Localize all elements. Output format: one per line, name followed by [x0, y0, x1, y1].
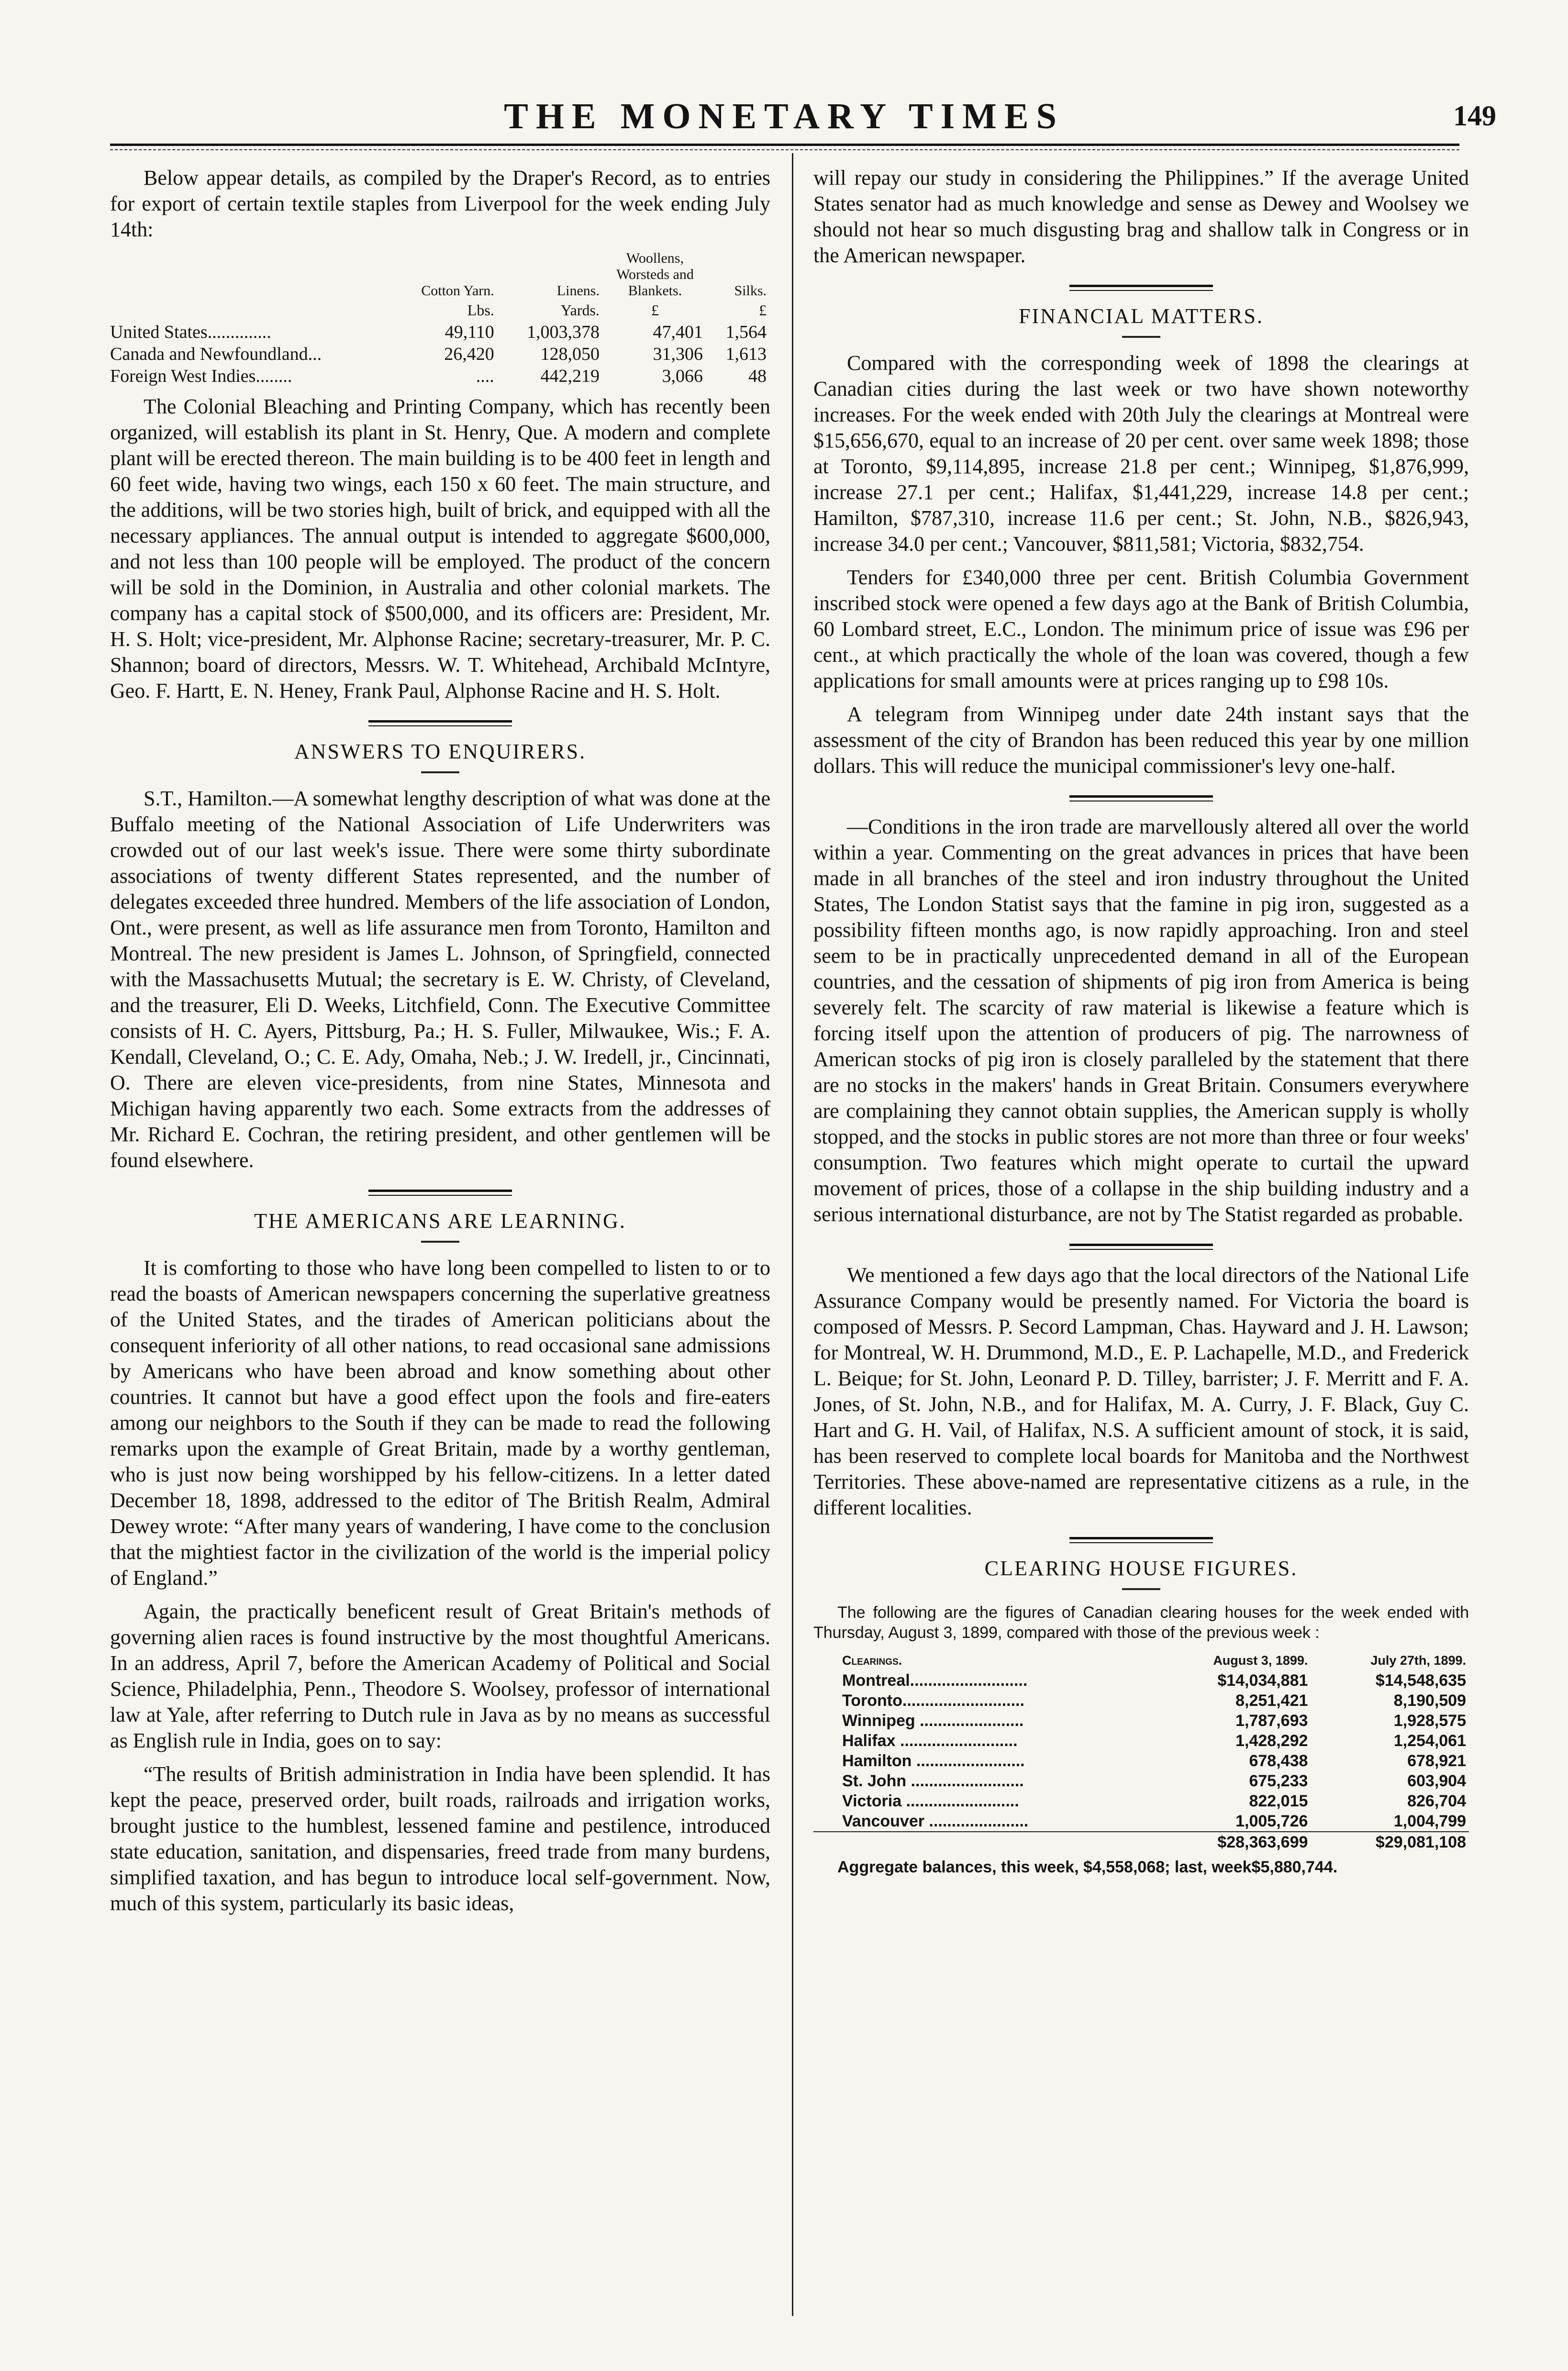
clearing-value: 822,015: [1249, 1792, 1308, 1810]
americans-paragraph-3: “The results of British administration in India have been splendid. It has kept the peace, preserved order, built roads, railroads and irrigation works, brought justice to the humblest, lessened famine and pestilence, introduced state education, sanitation, and dispensaries, freed trade from many burdens, simplified taxation, and has begun to introduce local self-government. Now, much of this system, particularly its basic ideas,: [110, 1762, 770, 1915]
export-header: Woollens, Worsteds and Blankets.: [616, 250, 694, 299]
export-cell: 48: [748, 366, 767, 386]
table-row: [813, 1731, 1469, 1751]
export-cell: 26,420: [444, 344, 494, 364]
export-cell: 31,306: [653, 344, 703, 364]
clearing-total-label: [813, 1832, 1154, 1852]
clearing-value: 8,251,421: [1235, 1692, 1308, 1710]
clearing-header: Clearings.: [842, 1653, 902, 1668]
table-row: [813, 1791, 1469, 1811]
export-units-label: [110, 299, 392, 321]
table-row: [813, 1670, 1469, 1691]
heading-dash: [421, 1241, 459, 1243]
export-unit: Lbs.: [467, 301, 494, 319]
clearing-value: 1,005,726: [1235, 1812, 1308, 1830]
clearing-city: St. John .........................: [842, 1772, 1024, 1790]
publication-title: THE MONETARY TIMES: [504, 96, 1064, 136]
colonial-bleaching-paragraph: The Colonial Bleaching and Printing Company, which has recently been organized, will establish its plant in St. Henry, Que. A modern and complete plant will be erected thereon. The main building is to be 400 feet in length and 60 feet wide, having two wings, each 150 x 60 feet. The main structure, and the additions, will be two stories high, built of brick, and equipped with all the necessary appliances. The annual output is intended to aggregate $600,000, and not less than 100 people will be employed. The product of the concern will be sold in the Dominion, in Australia and other colonial markets. The company has a capital stock of $500,000, and its officers are: President, Mr. H. S. Holt; vice-president, Mr. Alphonse Racine; secretary-treasurer, Mr. P. C. Shannon; board of directors, Messrs. W. T. Whitehead, Archibald McIntyre, Geo. F. Hartt, E. N. Heney, Frank Paul, Alphonse Racine and H. S. Holt.: [110, 395, 770, 702]
clearing-totals-row: [813, 1832, 1469, 1852]
export-cell: 49,110: [445, 322, 494, 342]
table-row: [110, 343, 770, 365]
export-row-label: Canada and Newfoundland...: [110, 344, 322, 364]
export-header-label: [110, 250, 392, 299]
right-column: [813, 165, 1469, 1880]
aggregate-balances: Aggregate balances, this week, $4,558,068; last, week$5,880,744.: [837, 1858, 1338, 1876]
table-row: [813, 1811, 1469, 1832]
section-ornament: [368, 720, 512, 726]
clearing-value: 1,787,693: [1235, 1712, 1308, 1730]
clearing-header: August 3, 1899.: [1213, 1653, 1308, 1668]
clearing-intro: The following are the figures of Canadian clearing houses for the week ended with Thursday, August 3, 1899, compared with those of the previous week :: [813, 1603, 1469, 1642]
heading-dash: [1122, 336, 1160, 338]
financial-heading: FINANCIAL MATTERS.: [1019, 304, 1264, 328]
clearing-value: 1,928,575: [1393, 1712, 1466, 1730]
financial-paragraph-3: A telegram from Winnipeg under date 24th instant says that the assessment of the city of Brandon has been reduced this year by one million dollars. This will reduce the municipal commissioner's levy one-half.: [813, 702, 1469, 778]
export-header: Linens.: [556, 283, 600, 299]
clearing-value: 675,233: [1249, 1772, 1308, 1790]
column-divider: [792, 153, 793, 2316]
clearing-city: Vancouver ......................: [842, 1812, 1029, 1830]
clearing-value: $14,034,881: [1217, 1671, 1308, 1690]
clearing-city: Hamilton ........................: [842, 1752, 1025, 1770]
clearing-value: 603,904: [1407, 1772, 1466, 1790]
table-row: [813, 1771, 1469, 1791]
table-row: [110, 321, 770, 343]
clearing-total: $29,081,108: [1311, 1832, 1469, 1852]
clearing-section: [813, 1603, 1469, 1643]
continued-paragraph: will repay our study in considering the Philippines.” If the average United States senator had as much knowledge and sense as Dewey and Woolsey we should not hear so much disgusting brag and shallow talk in Congress or in the American newspaper.: [813, 166, 1469, 267]
americans-paragraph-1: It is comforting to those who have long been compelled to listen to or to read the boasts of American newspapers concerning the superlative greatness of the United States, and the tirades of American politicians about the consequent inferiority of all other nations, to read occasional sane admissions by Americans who have been abroad and know something about other countries. It cannot but have a good effect upon the fools and fire-eaters among our neighbors to the South if they can be made to read the following remarks upon the example of Great Britain, made by a worthy gentleman, who is just now being worshipped by his fellow-citizens. In a letter dated December 18, 1898, addressed to the editor of The British Realm, Admiral Dewey wrote: “After many years of wandering, I have come to the conclusion that the mightiest factor in the civilization of the world is the imperial policy of England.”: [110, 1256, 770, 1590]
answers-paragraph: S.T., Hamilton.—A somewhat lengthy description of what was done at the Buffalo meeting of the National Association of Life Underwriters was crowded out of our last week's issue. There were some thirty subordinate associations of twenty different States represented, and the number of delegates exceeded three hundred. Members of the life association of London, Ont., were present, as well as life assurance men from Toronto, Hamilton and Montreal. The new president is James L. Johnson, of Springfield, connected with the Massachusetts Mutual; the secretary is E. W. Christy, of Cleveland, and the treasurer, Eli D. Weeks, Litchfield, Conn. The Executive Committee consists of H. C. Ayers, Pittsburg, Pa.; H. S. Fuller, Milwaukee, Wis.; F. A. Kendall, Cleveland, O.; C. E. Ady, Omaha, Neb.; J. W. Iredell, jr., Cincinnati, O. There are eleven vice-presidents, from nine States, Minnesota and Michigan having apparently two each. Some extracts from the addresses of Mr. Richard E. Cochran, the retiring president, and other gentlemen will be found elsewhere.: [110, 787, 770, 1172]
clearing-value: 826,704: [1407, 1792, 1466, 1810]
clearing-table: [813, 1650, 1469, 1852]
heading-dash: [421, 771, 459, 773]
americans-paragraph-2: Again, the practically beneficent result of Great Britain's methods of governing alien races is found instructive by the most thoughtful Americans. In an address, April 7, before the American Academy of Political and Social Science, Philadelphia, Penn., Theodore S. Woolsey, professor of international law at Yale, after referring to Dutch rule in Java as by no means as successful as English rule in India, goes on to say:: [110, 1600, 770, 1752]
financial-paragraph-1: Compared with the corresponding week of 1898 the clearings at Canadian cities during the last week or two have shown noteworthy increases. For the week ended with 20th July the clearings at Montreal were $15,656,670, equal to an increase of 20 per cent. over same week 1898; those at Toronto, $9,114,895, increase 21.8 per cent.; Winnipeg, $1,876,999, increase 27.1 per cent.; Halifax, $1,441,229, increase 14.8 per cent.; Hamilton, $787,310, increase 11.6 per cent.; St. John, N.B., $826,943, increase 34.0 per cent.; Vancouver, $811,581; Victoria, $832,754.: [813, 351, 1469, 556]
table-row: [813, 1751, 1469, 1771]
header-rule: [110, 144, 1459, 146]
clearing-value: $14,548,635: [1375, 1671, 1466, 1690]
iron-trade-paragraph: —Conditions in the iron trade are marvellously altered all over the world within a year. Commenting on the great advances in prices that have been made in all branches of the steel and iron industry throughout the United States, The London Statist says that the famine in pig iron, suggested as a possibility fifteen months ago, is now rapidly approaching. Iron and steel seem to be in practically unprecedented demand in all of the European countries, and the cessation of shipments of pig iron from America is being severely felt. The scarcity of raw material is likewise a feature which is forcing itself upon the attention of producers of pig. The narrowness of American stocks of pig iron is closely paralleled by the statement that there are no stocks in the makers' hands in Great Britain. Consumers everywhere are complaining they cannot obtain supplies, the American supply is wholly stopped, and the stocks in public stores are not more than three or four weeks' consumption. Two features which might operate to curtail the upward movement of prices, those of a collapse in the ship building industry and a serious international disturbance, are not by The Statist regarded as probable.: [813, 815, 1469, 1226]
clearing-city: Montreal..........................: [842, 1671, 1028, 1690]
left-column: [110, 165, 770, 1924]
clearing-value: 8,190,509: [1393, 1692, 1466, 1710]
export-cell: ....: [476, 366, 494, 386]
financial-paragraph-2: Tenders for £340,000 three per cent. British Columbia Government inscribed stock were opened a few days ago at the Bank of British Columbia, 60 Lombard street, E.C., London. The minimum price of issue was £96 per cent., at which practically the whole of the loan was covered, though a few applications for small amounts were at prices ranging up to £98 10s.: [813, 566, 1469, 692]
page-number: 149: [1453, 100, 1496, 132]
clearing-city: Halifax ..........................: [842, 1732, 1018, 1750]
clearing-city: Victoria .........................: [842, 1792, 1019, 1810]
export-header: Silks.: [734, 283, 767, 299]
export-cell: 3,066: [662, 366, 703, 386]
export-row-label: Foreign West Indies........: [110, 366, 292, 386]
export-cell: 47,401: [653, 322, 703, 342]
section-ornament: [1069, 285, 1213, 291]
section-ornament: [1069, 795, 1213, 801]
export-table: [110, 250, 770, 387]
header-rule-dashed: [110, 149, 1459, 150]
clearing-value: 1,254,061: [1393, 1732, 1466, 1750]
americans-heading: THE AMERICANS ARE LEARNING.: [254, 1209, 626, 1233]
section-ornament: [1069, 1244, 1213, 1250]
clearing-value: 1,428,292: [1235, 1732, 1308, 1750]
section-ornament: [368, 1190, 512, 1196]
export-cell: 442,219: [540, 366, 600, 386]
masthead: [0, 96, 1568, 139]
export-cell: 128,050: [540, 344, 600, 364]
heading-dash: [1122, 1588, 1160, 1590]
section-ornament: [1069, 1537, 1213, 1543]
table-row: [813, 1691, 1469, 1711]
export-unit: £: [759, 301, 767, 319]
export-unit: Yards.: [560, 301, 600, 319]
export-cell: 1,564: [725, 322, 767, 342]
national-life-paragraph: We mentioned a few days ago that the local directors of the National Life Assurance Company would be presently named. For Victoria the board is composed of Messrs. P. Secord Lampman, Chas. Hayward and J. H. Lawson; for Montreal, W. H. Drummond, M.D., E. P. Lachapelle, M.D., and Frederick L. Beique; for St. John, Leonard P. D. Tilley, barrister; J. F. Merritt and F. A. Jones, of St. John, N.B., and for Halifax, M. A. Curry, J. F. Black, Guy C. Hart and G. H. Vail, of Halifax, N.S. A sufficient amount of stock, it is said, has been reserved to complete local boards for Manitoba and the Northwest Territories. These above-named are representative citizens as a rule, in the different localities.: [813, 1263, 1469, 1519]
clearing-value: 678,438: [1249, 1752, 1308, 1770]
clearing-total: $28,363,699: [1154, 1832, 1311, 1852]
answers-heading: ANSWERS TO ENQUIRERS.: [294, 740, 587, 763]
clearing-value: 678,921: [1407, 1752, 1466, 1770]
clearing-city: Winnipeg .......................: [842, 1712, 1024, 1730]
clearing-value: 1,004,799: [1393, 1812, 1466, 1830]
export-header: Cotton Yarn.: [421, 283, 494, 299]
clearing-header: July 27th, 1899.: [1370, 1653, 1466, 1668]
export-cell: 1,003,378: [526, 322, 600, 342]
table-row: [813, 1711, 1469, 1731]
export-intro: Below appear details, as compiled by the Draper's Record, as to entries for export of certain textile staples from Liverpool for the week ending July 14th:: [110, 166, 770, 241]
table-row: [110, 365, 770, 387]
export-cell: 1,613: [725, 344, 767, 364]
clearing-city: Toronto...........................: [842, 1692, 1024, 1710]
clearing-heading: CLEARING HOUSE FIGURES.: [984, 1557, 1298, 1580]
export-unit: £: [651, 301, 659, 319]
export-row-label: United States..............: [110, 322, 271, 342]
